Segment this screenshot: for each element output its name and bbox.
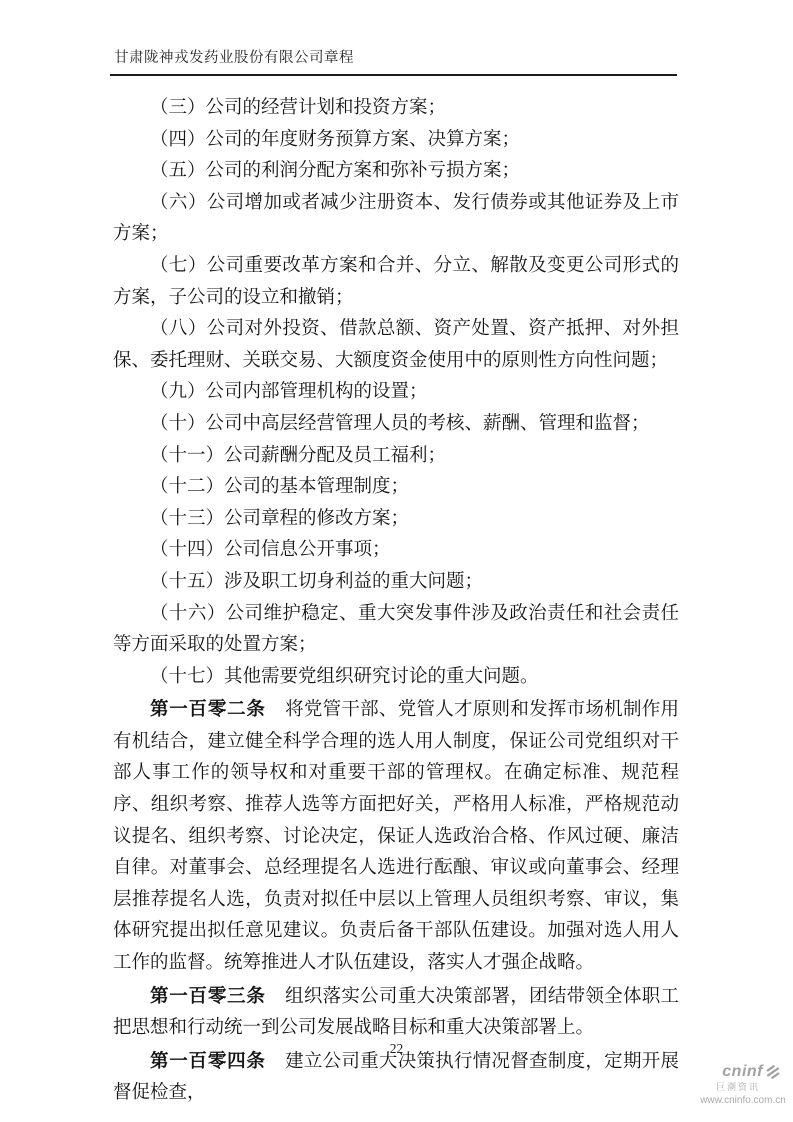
article-text: 组织落实公司重大决策部署，团结带领全体职工把思想和行动统一到公司发展战略目标和重大决策部署上。 xyxy=(113,986,679,1039)
clause-item: （七）公司重要改革方案和合并、分立、解散及变更公司形式的方案，子公司的设立和撤销； xyxy=(113,255,679,308)
article-text: 将党管干部、党管人才原则和发挥市场机制作用有机结合，建立健全科学合理的选人用人制度，保证公司党组织对干部人事工作的领导权和对重要干部的管理权。在确定标准、规范程序、组织考察、推荐人选等方面把好关，严格用人标准，严格规范动议提名、组织考察、讨论决定，保证人选政治合格、作风过硬、廉洁自律。对董事会、总经理提名人选进行酝酿、审议或向董事会、经理层推荐提名人选，负责对拟任中层以上管理人员组织考察、审议，集体研究提出拟任意见建议。负责后备干部队伍建设。加强对选人用人工作的监督。统筹推进人才队伍建设，落实人才强企战略。 xyxy=(113,700,679,974)
clause-item: （四）公司的年度财务预算方案、决算方案； xyxy=(150,129,521,150)
clause-item: （八）公司对外投资、借款总额、资产处置、资产抵押、对外担保、委托理财、关联交易、大额度资金使用中的原则性方向性问题； xyxy=(113,319,679,371)
cninfo-logo-icon xyxy=(764,1063,782,1081)
page-number: 22 xyxy=(389,1041,404,1056)
clause-item: （六）公司增加或者减少注册资本、发行债券或其他证券及上市方案； xyxy=(113,192,679,245)
clause-item: （五）公司的利润分配方案和弥补亏损方案； xyxy=(150,161,521,182)
cninfo-watermark xyxy=(696,1063,790,1106)
clause-item: （十六）公司维护稳定、重大突发事件涉及政治责任和社会责任等方面采取的处置方案； xyxy=(113,603,679,656)
clause-item: （十）公司中高层经营管理人员的考核、薪酬、管理和监督； xyxy=(150,413,650,434)
article-number: 第一百零四条 xyxy=(150,1049,266,1071)
article-number: 第一百零三条 xyxy=(150,984,266,1006)
article-paragraph xyxy=(113,693,679,979)
clause-item: （十三）公司章程的修改方案； xyxy=(150,508,410,529)
clause-item: （十一）公司薪酬分配及员工福利； xyxy=(150,445,447,466)
page-header xyxy=(110,46,677,76)
article-text: 建立公司重大决策执行情况督查制度，定期开展督促检查， xyxy=(113,1051,679,1104)
clause-item: （三）公司的经营计划和投资方案； xyxy=(150,98,447,118)
clause-item: （九）公司内部管理机构的设置； xyxy=(150,382,428,403)
clause-item: （十四）公司信息公开事项； xyxy=(150,540,391,561)
document-body xyxy=(113,93,679,1110)
cninfo-site-url: www.cninfo.com.cn xyxy=(700,1095,786,1106)
article-number: 第一百零二条 xyxy=(150,698,266,720)
clause-item: （十七）其他需要党组织研究讨论的重大问题。 xyxy=(150,666,539,687)
article-paragraph xyxy=(113,980,679,1045)
cninfo-brand-text: cninf xyxy=(722,1063,763,1080)
cninfo-brand-row xyxy=(696,1063,790,1081)
clause-item: （十五）涉及职工切身利益的重大问题； xyxy=(150,571,484,592)
document-title: 甘肃陇神戎发药业股份有限公司章程 xyxy=(114,50,354,66)
cninfo-brand-cn: 巨潮资讯 xyxy=(715,1082,760,1092)
clause-item: （十二）公司的基本管理制度； xyxy=(150,477,410,498)
